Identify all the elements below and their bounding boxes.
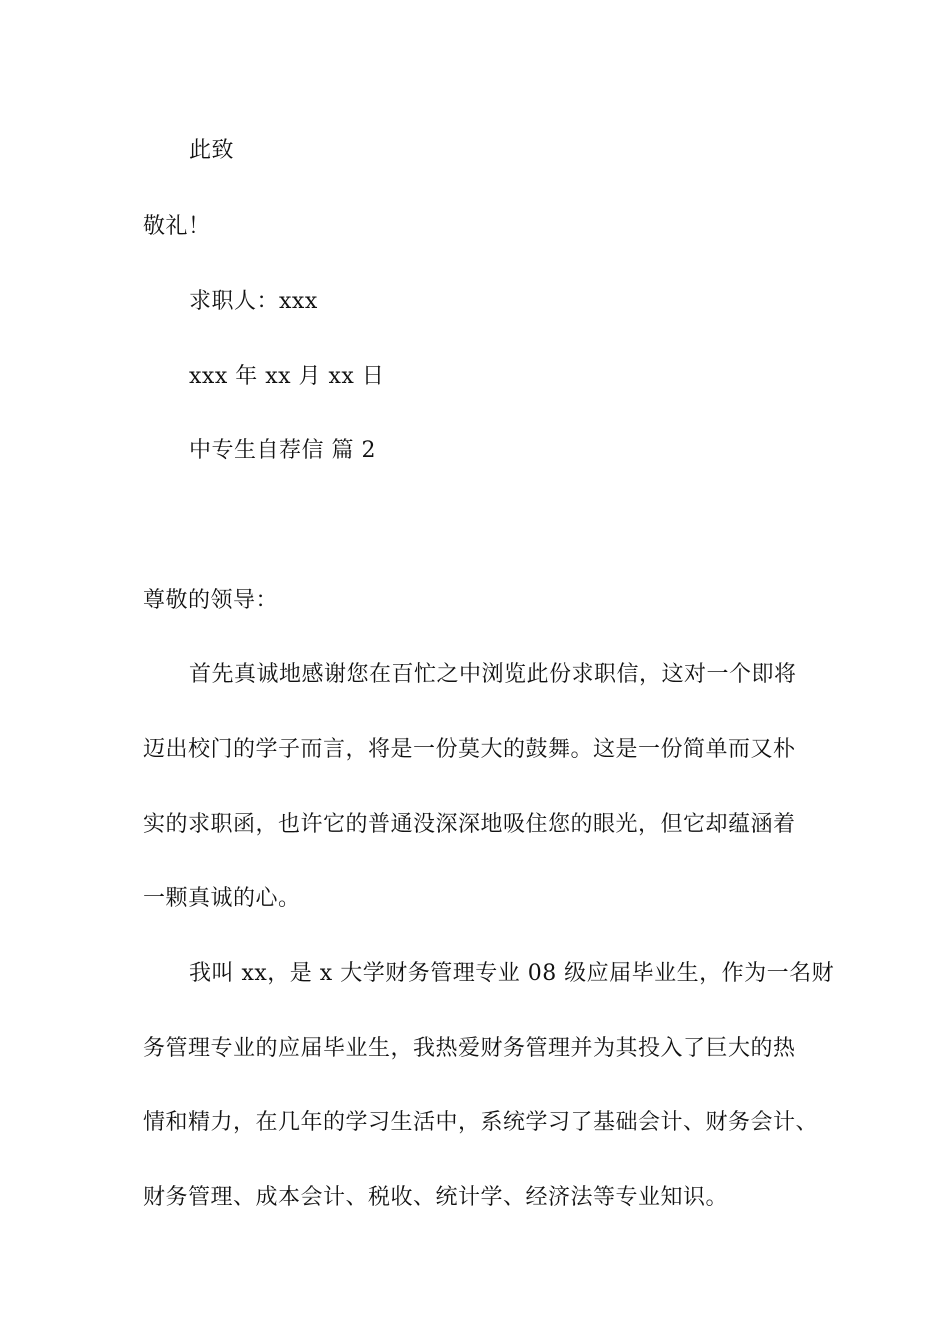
applicant-signature: 求职人：xxx <box>189 289 318 314</box>
letter-date: xxx 年 xx 月 xx 日 <box>189 364 385 389</box>
greeting: 尊敬的领导： <box>143 588 279 613</box>
closing-salutation-1: 此致 <box>189 138 235 163</box>
paragraph-2-line-4: 财务管理、成本会计、税收、统计学、经济法等专业知识。 <box>143 1185 729 1210</box>
paragraph-2-line-3: 情和精力，在几年的学习生活中，系统学习了基础会计、财务会计、 <box>143 1110 819 1135</box>
paragraph-2-line-1: 我叫 xx，是 x 大学财务管理专业 08 级应届毕业生，作为一名财 <box>189 961 835 986</box>
paragraph-1-line-1: 首先真诚地感谢您在百忙之中浏览此份求职信，这对一个即将 <box>189 662 797 687</box>
paragraph-2-line-2: 务管理专业的应届毕业生，我热爱财务管理并为其投入了巨大的热 <box>143 1036 796 1061</box>
paragraph-1-line-2: 迈出校门的学子而言，将是一份莫大的鼓舞。这是一份简单而又朴 <box>143 737 796 762</box>
paragraph-1-line-3: 实的求职函，也许它的普通没深深地吸住您的眼光，但它却蕴涵着 <box>143 812 796 837</box>
paragraph-1-line-4: 一颗真诚的心。 <box>143 886 301 911</box>
closing-salutation-2: 敬礼！ <box>143 214 211 239</box>
section-title: 中专生自荐信 篇 2 <box>189 438 376 463</box>
